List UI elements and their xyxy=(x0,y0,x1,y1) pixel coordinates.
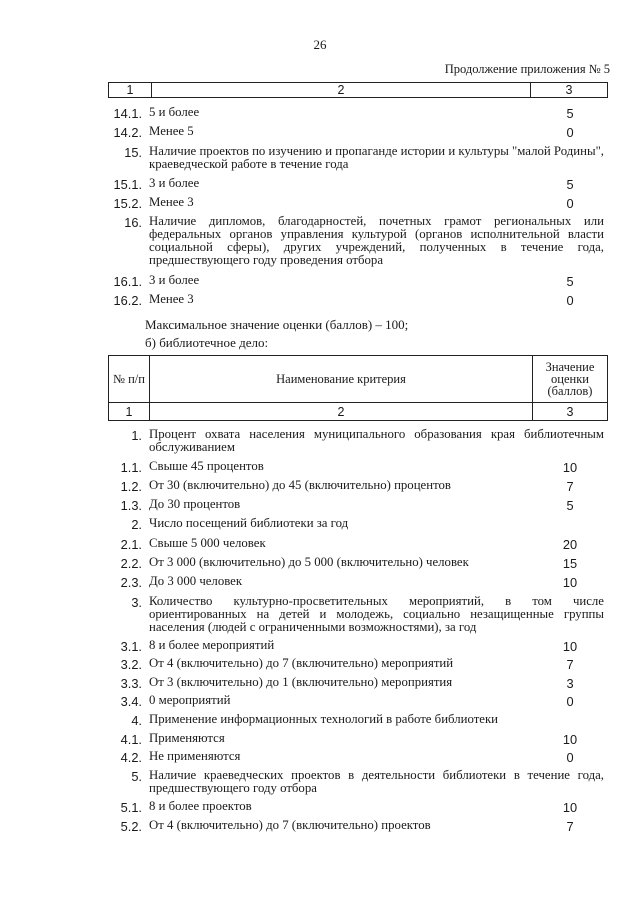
item-number: 4.1. xyxy=(120,732,142,747)
item-text: Процент охвата населения муниципального образования края библиотечным обслуживанием xyxy=(149,427,604,454)
item-text: 0 мероприятий xyxy=(149,693,231,707)
item-value: 10 xyxy=(562,460,578,475)
item-number: 5.2. xyxy=(120,819,142,834)
item-value: 7 xyxy=(566,657,574,672)
header-col-2: 2 xyxy=(152,83,531,98)
item-value: 10 xyxy=(562,639,578,654)
library-section-title: б) библиотечное дело: xyxy=(145,335,269,350)
item-number: 2.2. xyxy=(120,556,142,571)
item-text: Менее 5 xyxy=(149,124,194,138)
item-value: 10 xyxy=(562,732,578,747)
item-number: 3.1. xyxy=(120,639,142,654)
item-number: 15.1. xyxy=(113,177,142,192)
item-number: 3.2. xyxy=(120,657,142,672)
item-text: 3 и более xyxy=(149,176,200,190)
header-col-1: 1 xyxy=(109,83,152,98)
header-col-2: 2 xyxy=(150,403,533,421)
item-number: 1. xyxy=(131,428,142,443)
header-col-3: 3 xyxy=(533,403,608,421)
item-number: 3.3. xyxy=(120,676,142,691)
page-number: 26 xyxy=(313,37,327,52)
item-number: 3. xyxy=(131,595,142,610)
item-value: 20 xyxy=(562,537,578,552)
item-text: Наличие проектов по изучению и пропаганде истории и культуры "малой Родины", краеведческой работе в течение года xyxy=(149,144,604,171)
item-text: От 3 (включительно) до 1 (включительно) мероприятия xyxy=(149,675,453,689)
item-text: До 30 процентов xyxy=(149,497,241,511)
item-text: Количество культурно-просветительных мероприятий, в том числе ориентированных на детей и молодежь, социально незащищенные группы населения (людей с ограниченными возможностями), за год xyxy=(149,594,604,634)
item-number: 1.1. xyxy=(120,460,142,475)
item-number: 2. xyxy=(131,517,142,532)
item-value: 0 xyxy=(566,694,574,709)
header-col-1: 1 xyxy=(109,403,150,421)
item-value: 5 xyxy=(566,106,574,121)
header-number-column: № п/п xyxy=(109,356,150,403)
max-score-note: Максимальное значение оценки (баллов) – 100; xyxy=(145,317,409,332)
item-value: 5 xyxy=(566,274,574,289)
item-value: 5 xyxy=(566,498,574,513)
item-text: Наличие краеведческих проектов в деятельности библиотеки в течение года, предшествующего году отбора xyxy=(149,768,604,795)
header-col-3: 3 xyxy=(531,83,608,98)
item-value: 15 xyxy=(562,556,578,571)
item-number: 16.2. xyxy=(113,293,142,308)
criteria-table-header xyxy=(108,355,608,421)
item-text: Свыше 45 процентов xyxy=(149,459,264,473)
item-value: 3 xyxy=(566,676,574,691)
continuation-label: Продолжение приложения № 5 xyxy=(444,62,610,76)
item-number: 4.2. xyxy=(120,750,142,765)
item-number: 1.2. xyxy=(120,479,142,494)
table-header-numbering xyxy=(108,82,608,98)
item-number: 2.1. xyxy=(120,537,142,552)
item-number: 14.1. xyxy=(113,106,142,121)
item-number: 5.1. xyxy=(120,800,142,815)
item-value: 0 xyxy=(566,196,574,211)
item-text: Менее 3 xyxy=(149,292,194,306)
item-text: Применяются xyxy=(149,731,225,745)
item-value: 5 xyxy=(566,177,574,192)
item-text: Не применяются xyxy=(149,749,241,763)
item-text: 8 и более проектов xyxy=(149,799,252,813)
item-value: 7 xyxy=(566,819,574,834)
item-text: Наличие дипломов, благодарностей, почетных грамот региональных или федеральных органов управления культурой (органов исполнительной власти социальной сферы), других учреждений, полученных в течение года, предшествующего году проведения отбора xyxy=(149,214,604,267)
item-text: От 4 (включительно) до 7 (включительно) мероприятий xyxy=(149,656,454,670)
header-value-column: Значение оценки (баллов) xyxy=(533,356,608,403)
item-value: 10 xyxy=(562,575,578,590)
item-text: Число посещений библиотеки за год xyxy=(149,516,349,530)
item-number: 1.3. xyxy=(120,498,142,513)
item-value: 0 xyxy=(566,293,574,308)
item-text: 8 и более мероприятий xyxy=(149,638,275,652)
item-text: От 3 000 (включительно) до 5 000 (включительно) человек xyxy=(149,555,469,569)
item-number: 2.3. xyxy=(120,575,142,590)
item-text: Применение информационных технологий в работе библиотеки xyxy=(149,712,499,726)
item-number: 4. xyxy=(131,713,142,728)
item-value: 0 xyxy=(566,125,574,140)
item-number: 5. xyxy=(131,769,142,784)
item-value: 10 xyxy=(562,800,578,815)
item-number: 16.1. xyxy=(113,274,142,289)
item-text: От 4 (включительно) до 7 (включительно) проектов xyxy=(149,818,431,832)
item-text: До 3 000 человек xyxy=(149,574,243,588)
item-text: От 30 (включительно) до 45 (включительно) процентов xyxy=(149,478,451,492)
item-number: 15.2. xyxy=(113,196,142,211)
item-value: 0 xyxy=(566,750,574,765)
item-number: 16. xyxy=(124,215,142,230)
item-number: 3.4. xyxy=(120,694,142,709)
item-text: 3 и более xyxy=(149,273,200,287)
item-text: 5 и более xyxy=(149,105,200,119)
item-value: 7 xyxy=(566,479,574,494)
item-text: Свыше 5 000 человек xyxy=(149,536,266,550)
item-number: 15. xyxy=(124,145,142,160)
item-number: 14.2. xyxy=(113,125,142,140)
item-text: Менее 3 xyxy=(149,195,194,209)
header-name-column: Наименование критерия xyxy=(150,356,533,403)
